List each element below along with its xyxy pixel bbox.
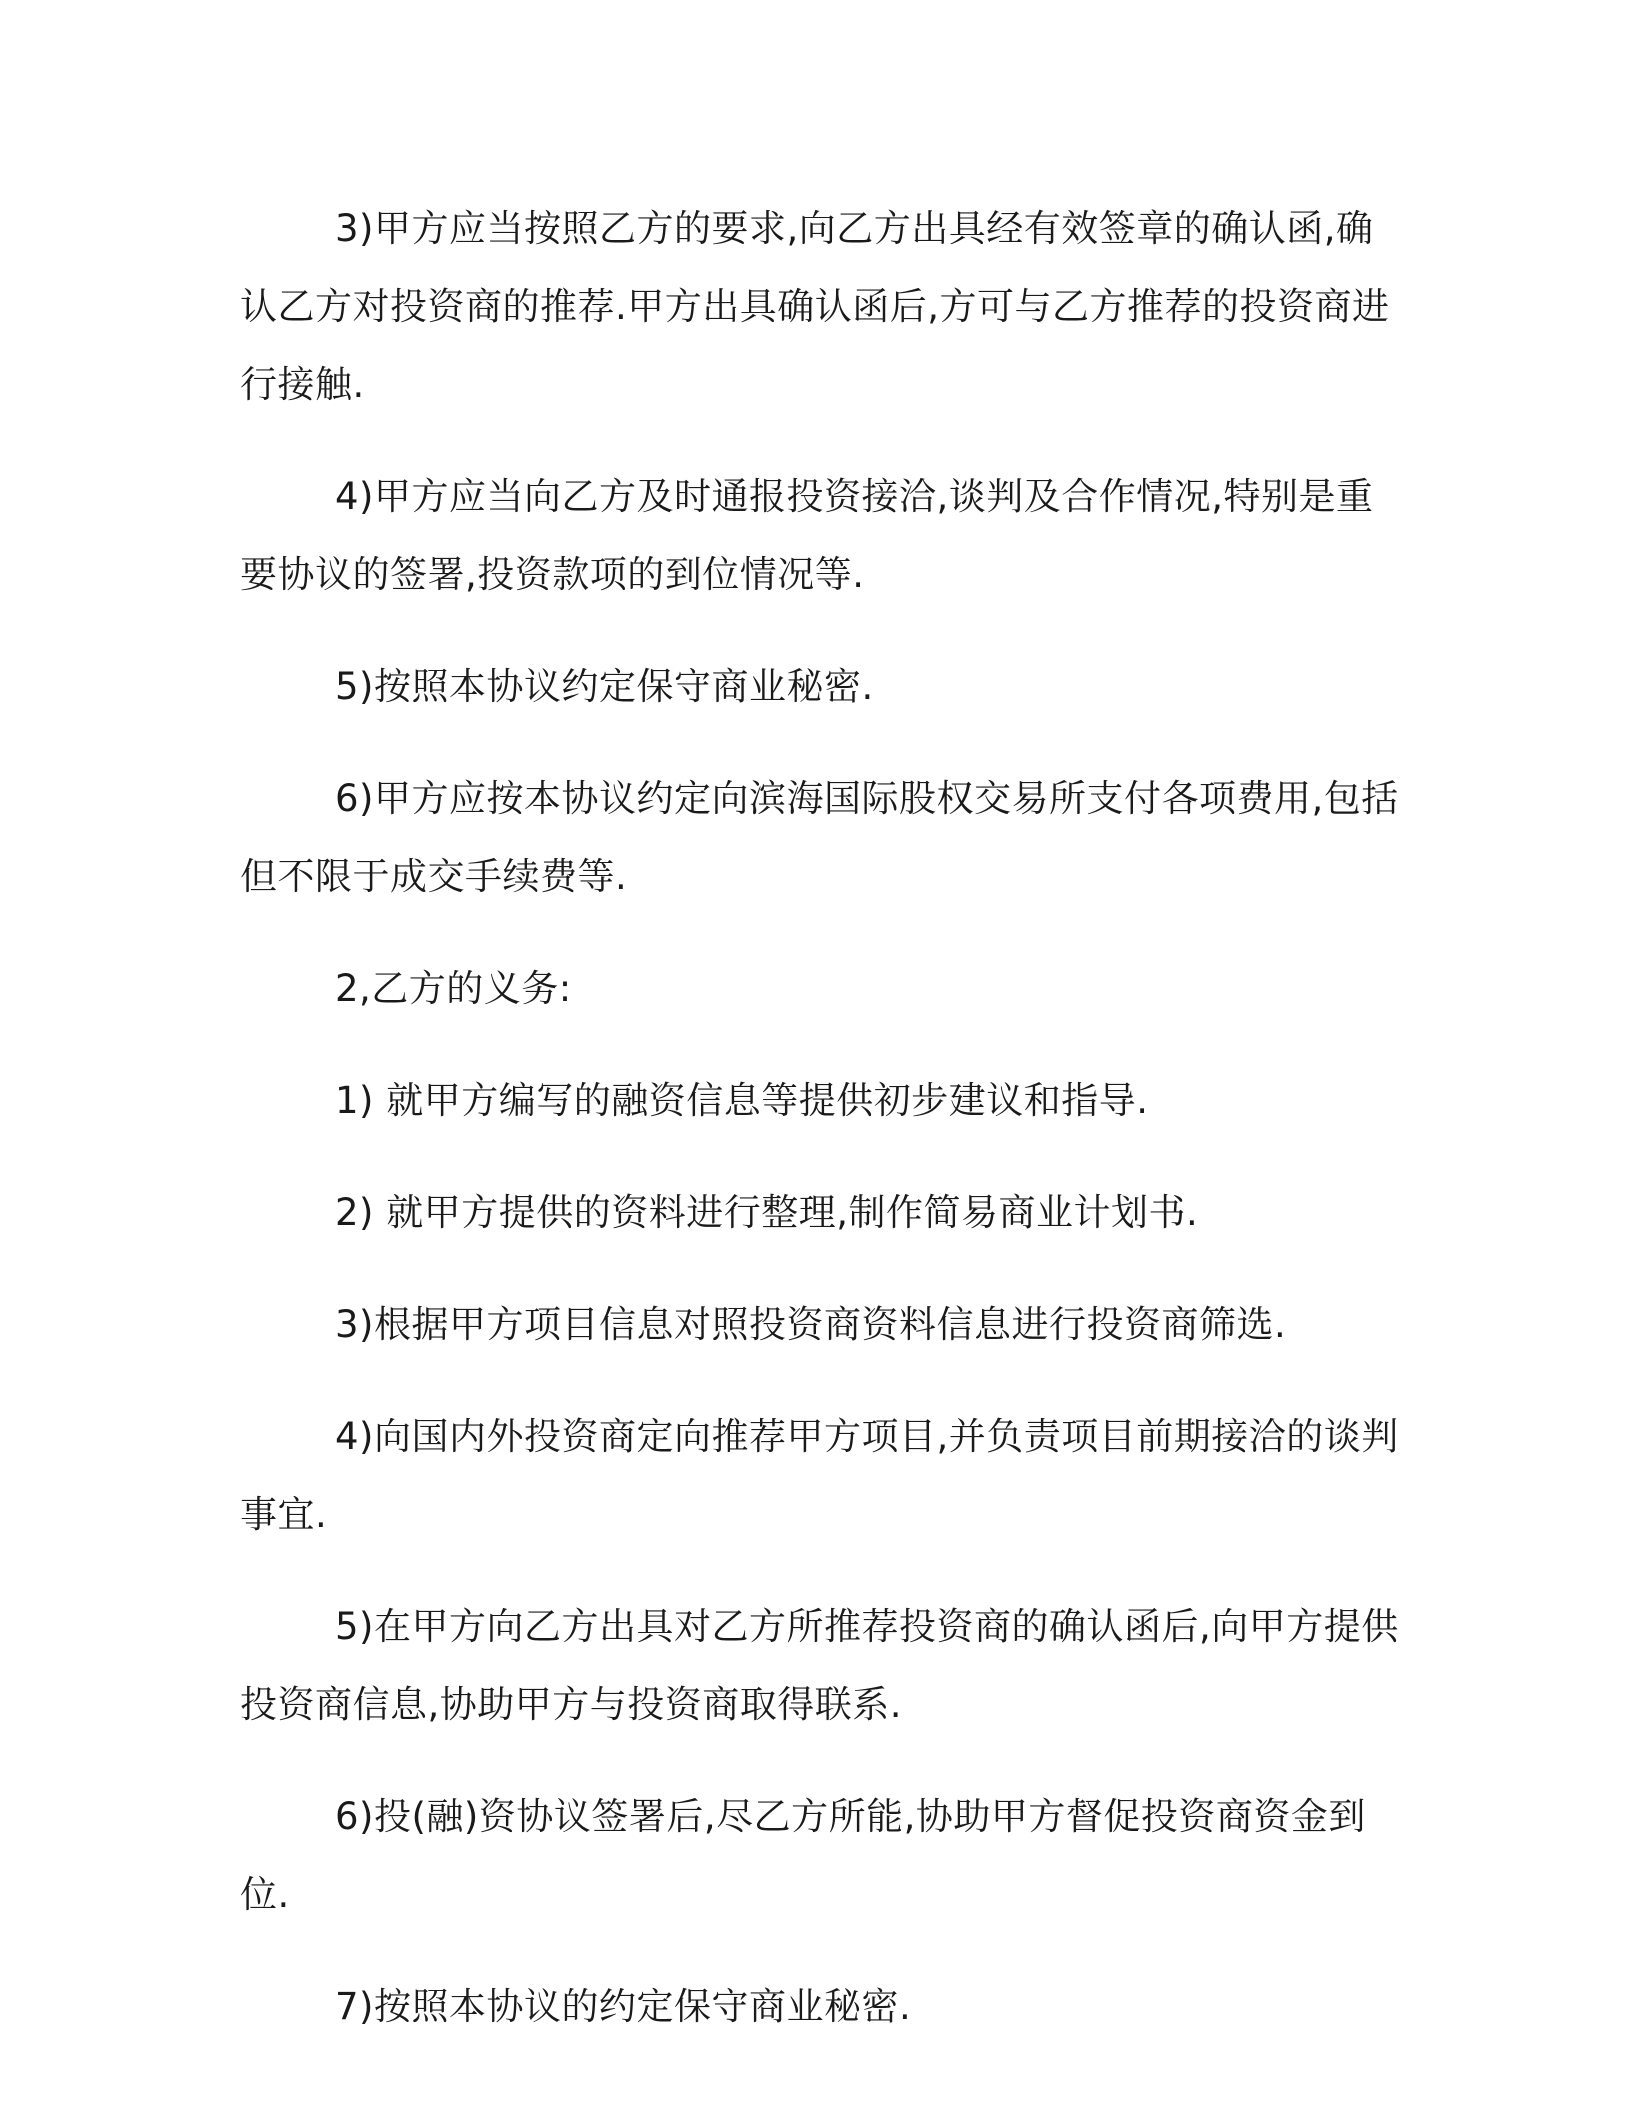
paragraph-party-a-5: 5)按照本协议约定保守商业秘密. <box>335 665 874 708</box>
paragraph-party-b-2: 2) 就甲方提供的资料进行整理,制作简易商业计划书. <box>335 1191 1199 1234</box>
document-body <box>240 190 1400 2080</box>
paragraph-party-b-5: 5)在甲方向乙方出具对乙方所推荐投资商的确认函后,向甲方提供投资商信息,协助甲方与投资商取得联系. <box>240 1605 1399 1726</box>
section-heading-party-b: 2,乙方的义务: <box>335 967 572 1010</box>
paragraph-party-b-3: 3)根据甲方项目信息对照投资商资料信息进行投资商筛选. <box>335 1303 1287 1346</box>
paragraph-party-b-6: 6)投(融)资协议签署后,尽乙方所能,协助甲方督促投资商资金到位. <box>240 1795 1366 1916</box>
paragraph-party-a-6: 6)甲方应按本协议约定向滨海国际股权交易所支付各项费用,包括但不限于成交手续费等. <box>240 777 1399 898</box>
paragraph-party-b-7: 7)按照本协议的约定保守商业秘密. <box>335 1985 912 2028</box>
paragraph-party-b-4: 4)向国内外投资商定向推荐甲方项目,并负责项目前期接洽的谈判事宜. <box>240 1415 1399 1536</box>
paragraph-party-a-3: 3)甲方应当按照乙方的要求,向乙方出具经有效签章的确认函,确认乙方对投资商的推荐.甲方出具确认函后,方可与乙方推荐的投资商进行接触. <box>240 207 1390 406</box>
paragraph-party-a-4: 4)甲方应当向乙方及时通报投资接洽,谈判及合作情况,特别是重要协议的签署,投资款项的到位情况等. <box>240 475 1374 596</box>
paragraph-party-b-1: 1) 就甲方编写的融资信息等提供初步建议和指导. <box>335 1079 1149 1122</box>
